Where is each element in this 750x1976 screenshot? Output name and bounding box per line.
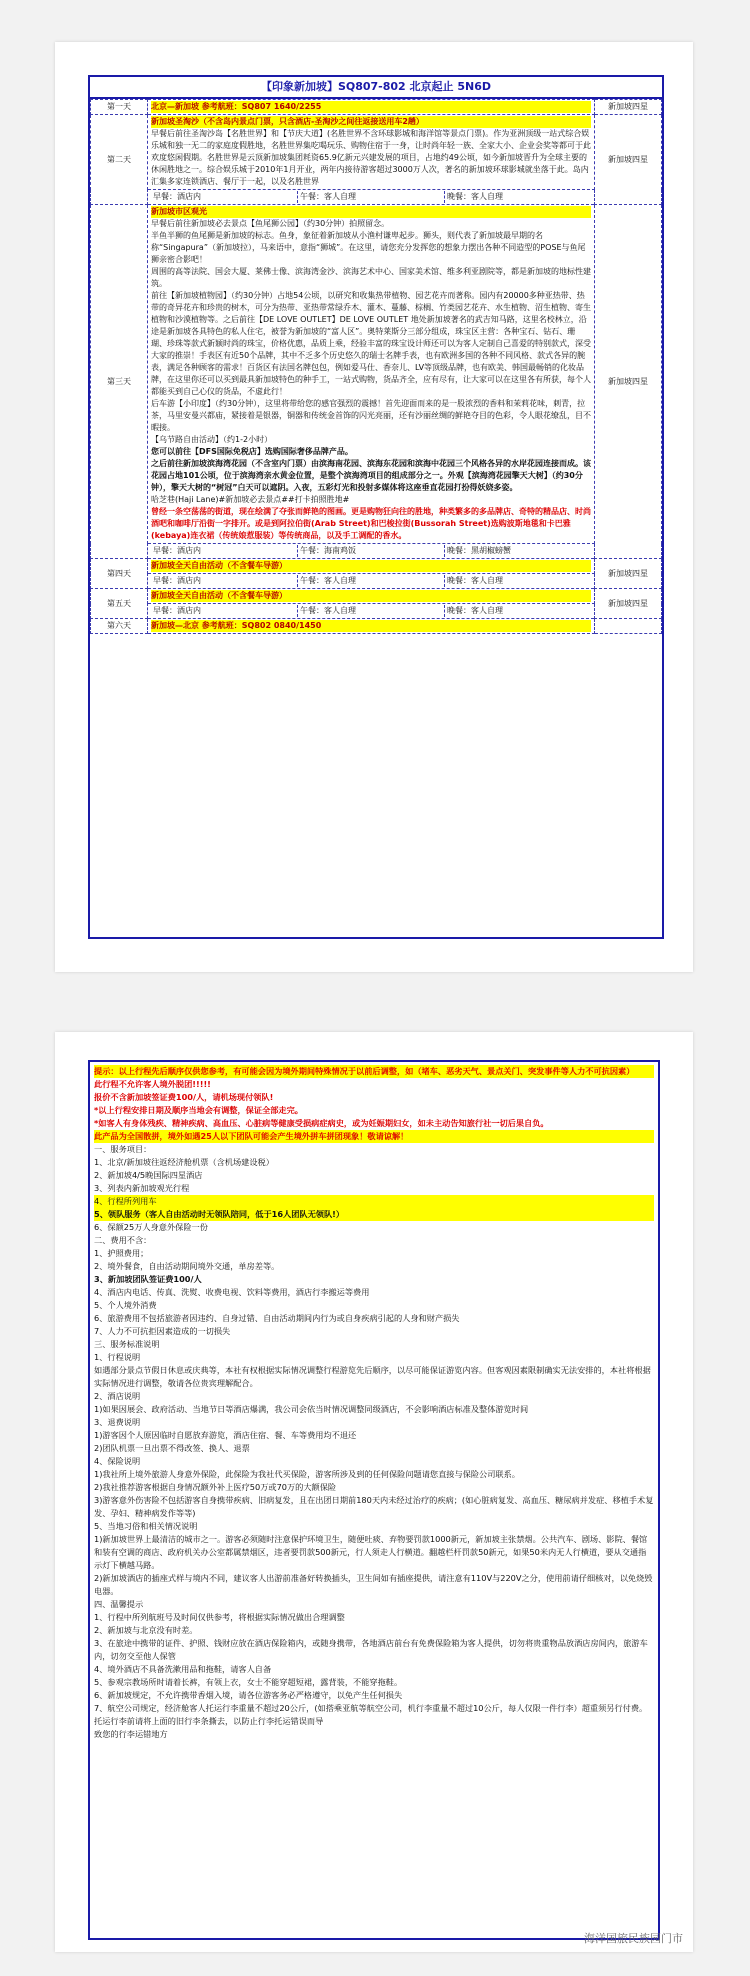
meal-item: 晚餐：黑胡椒螃蟹 xyxy=(447,546,511,555)
note-line: 此行程不允许客人境外脱团!!!!! xyxy=(94,1079,211,1089)
itinerary-title: 【印象新加坡】SQ807-802 北京起止 5N6D xyxy=(90,77,662,99)
itinerary-row xyxy=(91,115,662,190)
meal-item: 早餐：酒店内 xyxy=(151,605,298,617)
note-line: 5、当地习俗和相关情况说明 xyxy=(94,1521,198,1531)
meal-item: 晚餐：客人自理 xyxy=(447,576,503,585)
day-paragraph: 哈芝巷(Haji Lane)#新加坡必去景点##打卡拍照胜地# xyxy=(151,495,350,504)
meals-row xyxy=(91,574,662,589)
day-label: 第五天 xyxy=(91,589,148,619)
note-line: 报价不含新加坡签证费100/人，请机场现付领队! xyxy=(94,1092,274,1102)
note-line: 2、酒店说明 xyxy=(94,1391,141,1401)
day-content xyxy=(148,115,595,190)
meals-line xyxy=(151,605,591,617)
note-line: 1)如果因展会、政府活动、当地节日等酒店爆满，我公司会依当时情况调整同级酒店，不会影响酒店标准及整体游览时间 xyxy=(94,1404,529,1414)
meals-cell xyxy=(148,544,595,559)
note-line: 2)我社推荐游客根据自身情况额外补上医疗50万或70万的大额保险 xyxy=(94,1482,337,1492)
note-line: 3、退费说明 xyxy=(94,1417,141,1427)
note-line: 5、领队服务（客人自由活动时无领队陪同，低于16人团队无领队!） xyxy=(94,1208,654,1221)
day-paragraph: 半鱼半狮的鱼尾狮是新加坡的标志。鱼身，象征着新加坡从小渔村谦卑起步。狮头，则代表了新加坡最早期的名称“Singapura”（新加坡拉），马来语中，意指“狮城”。在这里，请您充分发挥您的想象力摆出各种不同造型的POSE与鱼尾狮亲密合影吧！ xyxy=(151,231,586,264)
meal-item: 午餐：客人自理 xyxy=(298,191,445,203)
note-line: 二、费用不含： xyxy=(94,1235,152,1245)
note-line: 4、酒店内电话、传真、洗熨、收费电视、饮料等费用，酒店行李搬运等费用 xyxy=(94,1287,370,1297)
itinerary-row xyxy=(91,100,662,115)
hotel-cell: 新加坡四星 xyxy=(595,205,662,559)
note-line: 4、境外酒店不具备洗漱用品和拖鞋，请客人自备 xyxy=(94,1664,272,1674)
itinerary-page xyxy=(55,42,693,972)
note-line: 6、保额25万人身意外保险一份 xyxy=(94,1222,208,1232)
meals-line xyxy=(151,575,591,587)
note-line: 3、在旅途中携带的证件、护照、钱财应放在酒店保险箱内，或随身携带，各地酒店前台有免费保险箱为客人提供，切勿将贵重物品放酒店房间内，旅游车内，切勿交至他人保管 xyxy=(94,1638,648,1661)
note-line: 1)游客因个人原因临时自愿放弃游览，酒店住宿、餐、车等费用均不退还 xyxy=(94,1430,357,1440)
meals-row xyxy=(91,190,662,205)
day-label: 第二天 xyxy=(91,115,148,205)
note-line: 2)团队机票一旦出票不得改签、换人、退票 xyxy=(94,1443,250,1453)
meal-item: 晚餐：客人自理 xyxy=(447,192,503,201)
note-line: 1、护照费用； xyxy=(94,1248,149,1258)
meals-row xyxy=(91,604,662,619)
day-headline: 新加坡圣淘沙（不含岛内景点门票，只含酒店-圣淘沙之间往返接送用车2趟） xyxy=(151,116,591,128)
note-line: 四、温馨提示 xyxy=(94,1599,144,1609)
watermark: 海洋国旅民族园门市 xyxy=(584,1932,683,1945)
note-line: 1、北京/新加坡往返经济舱机票（含机场建设税） xyxy=(94,1157,274,1167)
note-line: 提示：以上行程先后顺序仅供您参考，有可能会因为境外期间特殊情况于以前后调整，如（堵车、恶劣天气、景点关门、突发事件等人力不可抗因素） xyxy=(94,1065,654,1078)
note-line: 7、航空公司规定，经济舱客人托运行李重量不超过20公斤，(如搭乘亚航等航空公司，机行李重量不超过10公斤，每人仅限一件行李）超重须另行付费。托运行李前请将上面的旧行李条撕去，以防止行李托运错误而导 xyxy=(94,1703,648,1726)
itinerary-row xyxy=(91,559,662,574)
notes-frame xyxy=(88,1060,660,1940)
hotel-cell: 新加坡四星 xyxy=(595,115,662,205)
note-line: 2)新加坡酒店的插座式样与境内不同，建议客人出游前准备好转换插头，卫生间如有插座提供，请注意有110V与220V之分，使用前请仔细核对，以免烧毁电器。 xyxy=(94,1573,653,1596)
meal-item: 午餐：海南鸡饭 xyxy=(298,545,445,557)
day-label: 第六天 xyxy=(91,619,148,634)
hotel-cell: 新加坡四星 xyxy=(595,589,662,619)
meals-cell xyxy=(148,574,595,589)
day-label: 第四天 xyxy=(91,559,148,589)
hotel-cell: 新加坡四星 xyxy=(595,559,662,589)
note-line: 2、新加坡与北京没有时差。 xyxy=(94,1625,198,1635)
note-line: 如遇部分景点节假日休息或庆典等，本社有权根据实际情况调整行程游览先后顺序，以尽可能保证游览内容。但客观因素限制确实无法安排的，本社将根据实际情况进行调整，敬请各位贵宾理解配合。 xyxy=(94,1365,651,1388)
note-line: 2、境外餐食，自由活动期间境外交通，单房差等。 xyxy=(94,1261,280,1271)
meal-item: 午餐：客人自理 xyxy=(298,605,445,617)
note-line: 4、保险说明 xyxy=(94,1456,141,1466)
day-paragraph: 曾经一条空荡荡的街道，现在绘满了夺张而鲜艳的图画。更是购物狂向往的胜地，种类繁多的多品牌店、奇特的精品店、时尚酒吧和咖啡厅沿街一字排开。或是到阿拉伯街(Arab Street)和巴梭拉街(Bussorah Street)选购波斯地毯和卡巴雅(kebaya)连衣裙（传统娘惹服装）等传统商品，以及手工调配的香水。 xyxy=(151,507,591,540)
meal-item: 早餐：酒店内 xyxy=(151,191,298,203)
itinerary-row xyxy=(91,205,662,544)
note-line: 1、行程中所列航班号及时间仅供参考，将根据实际情况做出合理调整 xyxy=(94,1612,345,1622)
day-paragraph: 前往【新加坡植物园】（约30分钟）占地54公顷，以研究和收集热带植物、园艺花卉而著称。园内有20000多种亚热带、热带的奇异花卉和珍贵的树木，可分为热带、亚热带常绿乔木、灌木、蔓藤、棕榈、竹类园艺花卉、水生植物、沼生植物、寄生植物和沙漠植物等。之后前往【DE LOVE OUTLET】DE LOVE OUTLET 地处新加坡著名的武吉知马路，这里名校林立，沿途是新加坡各具特色的私人住宅，被誉为新加坡的“富人区”。奥特莱斯分三部分组成，珠宝区主营：各种宝石、钻石、珊瑚、珍珠等款式新颖时尚的珠宝，价格优惠，品质上乘，经验丰富的珠宝设计师还可以为客人定制自己喜爱的特别款式，深受大家的推崇！手表区有近50个品牌，其中不乏多个历史悠久的瑞士名牌手表，也有欧洲多国的各种不同风格、款式各异的腕表，满足各种顾客的需求！百货区有法国名牌包包，例如爱马仕、香奈儿、LV等顶级品牌，也有欧美、韩国最畅销的化妆品牌，在这里你还可以买到最具新加坡特色的种手工，一站式购物，货品齐全，应有尽有，让大家可以在这里各有所获，每个人都能买到自己心仪的货品，不虚此行！ xyxy=(151,291,591,396)
note-line: 3、新加坡团队签证费100/人 xyxy=(94,1274,202,1284)
itinerary-table xyxy=(90,99,662,634)
note-line: 1)我社所上境外旅游人身意外保险，此保险为我社代买保险，游客所涉及到的任何保险问题请您直接与保险公司联系。 xyxy=(94,1469,520,1479)
note-line: 6、旅游费用不包括旅游者因违约、自身过错、自由活动期间内行为或自身疾病引起的人身和财产损失 xyxy=(94,1313,460,1323)
notes-page xyxy=(55,1032,693,1952)
note-line: 2、新加坡4/5晚国际四星酒店 xyxy=(94,1170,203,1180)
day-paragraph: 周围的高等法院、国会大厦、莱佛士像、滨海湾金沙、滨海艺术中心、国家美术馆、维多利亚剧院等，都是新加坡的地标性建筑。 xyxy=(151,267,591,288)
note-line: 1)新加坡世界上最清洁的城市之一。游客必须随时注意保护环境卫生，随便吐痰、弃物要罚款1000新元，新加坡主张禁烟。公共汽车、剧场、影院、餐馆和装有空调的商店、政府机关办公室都属禁烟区，违者要罚款500新元，行人须走人行横道。翻越栏杆罚款50新元，如果50米内无人行横道，要从交通指示灯下横越马路。 xyxy=(94,1534,648,1570)
day-headline: 新加坡—北京 参考航班：SQ802 0840/1450 xyxy=(151,620,591,632)
meals-line xyxy=(151,191,591,203)
day-label: 第三天 xyxy=(91,205,148,559)
note-line: 5、个人境外消费 xyxy=(94,1300,157,1310)
meal-item: 早餐：酒店内 xyxy=(151,575,298,587)
itinerary-frame xyxy=(88,75,664,939)
meals-cell xyxy=(148,190,595,205)
day-paragraph: 早餐后前往新加坡必去景点【鱼尾狮公园】（约30分钟）拍照留念。 xyxy=(151,219,390,228)
meals-line xyxy=(151,545,591,557)
meals-cell xyxy=(148,604,595,619)
day-headline: 新加坡全天自由活动（不含餐车导游） xyxy=(151,590,591,602)
note-line: 一、服务项目： xyxy=(94,1144,152,1154)
note-line: 3、列表内新加坡观光行程 xyxy=(94,1183,190,1193)
note-line: *以上行程安排日期及顺序当地会有调整，保证全部走完。 xyxy=(94,1105,303,1115)
day-paragraph: 之后前往新加坡滨海湾花园（不含室内门票）由滨海南花园、滨海东花园和滨海中花园三个风格各异的水岸花园连接而成。该花园占地101公顷，位于滨海湾亲水黄金位置，是整个滨海湾项目的组成部分之一。外观【滨海湾花园擎天大树】（约30分钟），擎天大树的“树冠”白天可以遮阴。入夜，五彩灯光和投射多媒体将这座垂直花园打扮得妖娆多姿。 xyxy=(151,459,591,492)
meal-item: 早餐：酒店内 xyxy=(151,545,298,557)
note-line: 致您的行李运错地方 xyxy=(94,1729,168,1739)
note-line: 此产品为全国散拼，境外如遇25人以下团队可能会产生境外拼车拼团现象！敬请谅解！ xyxy=(94,1130,654,1143)
note-line: 5、参观宗教场所时请着长裤，有领上衣，女士不能穿超短裙，露背装，不能穿拖鞋。 xyxy=(94,1677,403,1687)
meals-row xyxy=(91,544,662,559)
meal-item: 晚餐：客人自理 xyxy=(447,606,503,615)
day-paragraph: 您可以前往【DFS国际免税店】选购国际奢侈品牌产品。 xyxy=(151,447,353,456)
itinerary-row xyxy=(91,619,662,634)
day-label: 第一天 xyxy=(91,100,148,115)
day-content xyxy=(148,559,595,574)
note-line: *如客人有身体残疾、精神疾病、高血压、心脏病等健康受损病症病史，或为妊娠期妇女，如未主动告知旅行社一切后果自负。 xyxy=(94,1118,549,1128)
note-line: 三、服务标准说明 xyxy=(94,1339,160,1349)
day-headline: 新加坡市区观光 xyxy=(151,206,591,218)
day-paragraph: 【乌节路自由活动】（约1-2小时） xyxy=(151,435,273,444)
note-line: 4、行程所列用车 xyxy=(94,1195,654,1208)
day-content xyxy=(148,589,595,604)
day-headline: 北京—新加坡 参考航班：SQ807 1640/2255 xyxy=(151,101,591,113)
itinerary-row xyxy=(91,589,662,604)
day-content xyxy=(148,619,595,634)
day-content xyxy=(148,205,595,544)
day-paragraph: 早餐后前往圣淘沙岛【名胜世界】和【节庆大道】(名胜世界不含环球影城和海洋馆等景点门票)。作为亚洲顶级一站式综合娱乐城和独一无二的家庭度假胜地，名胜世界集吃喝玩乐、购物住宿于一身，让时尚年轻一族、全家大小、企业会奖等都可于此欢度悠闲假期。名胜世界是云顶新加坡集团耗资65.9亿新元兴建发展的项目，占地约49公顷，如今新加坡晋升为全球主要的休闲胜地之一。综合娱乐城于2010年1月开业，两年内接待游客超过3000万人次，著名的新加坡环球影城就坐落于此。岛内汇集多家连锁酒店、餐厅于一起，以及名胜世界 xyxy=(151,129,591,186)
hotel-cell xyxy=(595,619,662,634)
note-line: 3)游客意外伤害险不包括游客自身携带疾病、旧病复发，且在出团日期前180天内未经过治疗的疾病；(如心脏病复发、高血压、糖尿病并发症、移植手术复发、孕妇、精神病发作等等) xyxy=(94,1495,654,1518)
meal-item: 午餐：客人自理 xyxy=(298,575,445,587)
note-line: 7、人力不可抗拒因素造成的一切损失 xyxy=(94,1326,231,1336)
note-line: 1、行程说明 xyxy=(94,1352,141,1362)
day-content xyxy=(148,100,595,115)
hotel-cell: 新加坡四星 xyxy=(595,100,662,115)
note-line: 6、新加坡规定，不允许携带香烟入境，请各位游客务必严格遵守，以免产生任何损失 xyxy=(94,1690,403,1700)
day-headline: 新加坡全天自由活动（不含餐车导游） xyxy=(151,560,591,572)
day-paragraph: 后车游【小印度】（约30分钟），这里将带给您的感官强烈的震撼！首先迎面而来的是一股浓烈的香料和茉莉花味，刺青，拉茶，马里安曼兴都庙，紧接着是银器，铜器和传统金首饰的闪光亮丽，还有沙丽丝绸的鲜艳夺目的色彩，令人眼花缭乱，目不暇接。 xyxy=(151,399,591,432)
